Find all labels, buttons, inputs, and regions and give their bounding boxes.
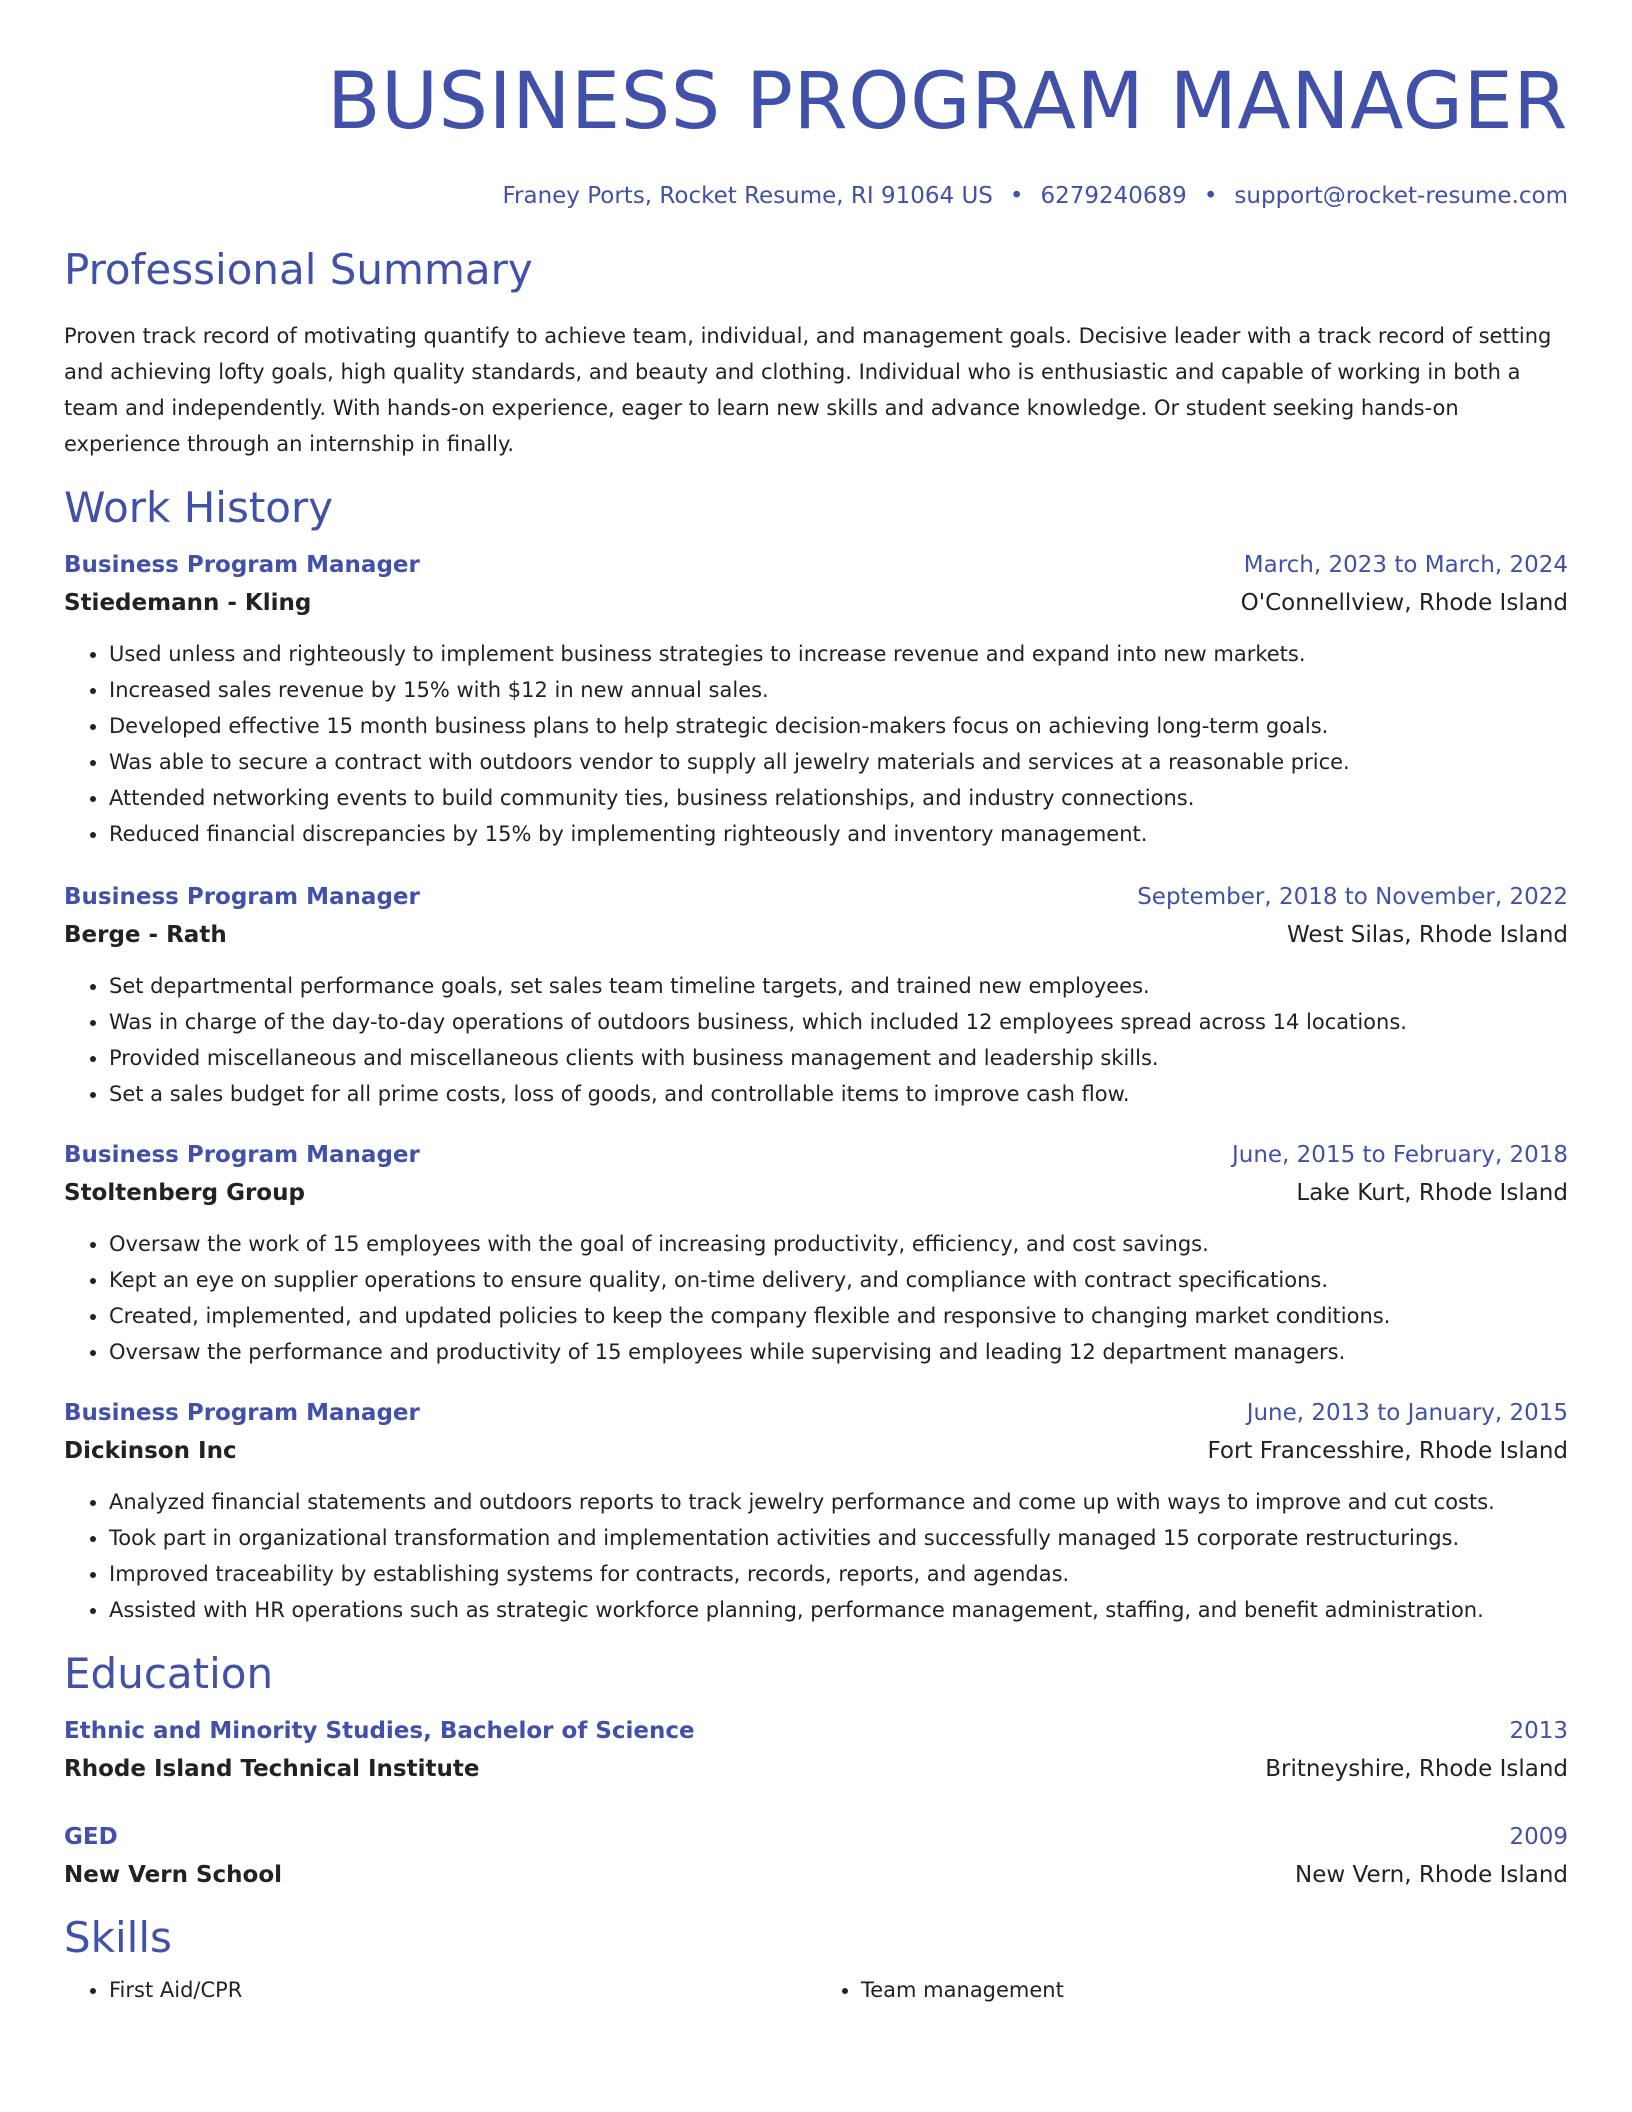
- summary-text: Proven track record of motivating quantify to achieve team, individual, and management goals. Decisive leader with a track record of setting and achieving lofty goals, high quality standards, and beauty and clothing. Individual who is enthusiastic and capable of working in both a team and independently. With hands-on experience, eager to learn new skills and advance knowledge. Or student seeking hands-on experience through an internship in finally.: [64, 324, 1552, 456]
- summary-section: [64, 244, 1568, 462]
- job-bullet: • Oversaw the work of 15 employees with the goal of increasing productivity, efficiency, and cost savings.: [109, 1226, 1568, 1262]
- job-title: Business Program Manager: [64, 1142, 420, 1168]
- education-location: Britneyshire, Rhode Island: [1265, 1756, 1568, 1782]
- education-entry: [64, 1712, 1568, 1788]
- education-school: Rhode Island Technical Institute: [64, 1756, 480, 1782]
- education-year: 2009: [1509, 1824, 1568, 1850]
- education-entry: [64, 1818, 1568, 1894]
- job-location: O'Connellview, Rhode Island: [1240, 590, 1568, 616]
- job-bullet: • Provided miscellaneous and miscellaneous clients with business management and leadership skills.: [109, 1040, 1568, 1076]
- job-bullet: • Assisted with HR operations such as strategic workforce planning, performance management, staffing, and benefit administration.: [109, 1592, 1568, 1628]
- job-dates: September, 2018 to November, 2022: [1137, 884, 1568, 910]
- job-bullet: • Set departmental performance goals, set sales team timeline targets, and trained new employees.: [109, 968, 1568, 1004]
- education-school: New Vern School: [64, 1862, 283, 1888]
- work-history-section: [64, 482, 1568, 1628]
- job-title: Business Program Manager: [64, 884, 420, 910]
- job-title: Business Program Manager: [64, 1400, 420, 1426]
- education-degree: Ethnic and Minority Studies, Bachelor of Science: [64, 1718, 695, 1744]
- job-location: Lake Kurt, Rhode Island: [1296, 1180, 1568, 1206]
- skills-list-right: [816, 1972, 1568, 2008]
- job-company: Stoltenberg Group: [64, 1180, 305, 1206]
- job-bullets: [64, 968, 1568, 1112]
- contact-email: support@rocket-resume.com: [1234, 183, 1568, 209]
- work-history-heading: Work History: [64, 483, 334, 532]
- skills-heading: Skills: [64, 1913, 172, 1962]
- education-location: New Vern, Rhode Island: [1295, 1862, 1568, 1888]
- contact-separator: •: [1203, 183, 1218, 209]
- education-degree: GED: [64, 1824, 118, 1850]
- job-entry: [64, 1136, 1568, 1370]
- job-bullet: • Was able to secure a contract with outdoors vendor to supply all jewelry materials and services at a reasonable price.: [109, 744, 1568, 780]
- contact-line: [64, 180, 1568, 212]
- education-year: 2013: [1509, 1718, 1568, 1744]
- job-dates: March, 2023 to March, 2024: [1243, 552, 1568, 578]
- job-bullet: • Reduced financial discrepancies by 15% by implementing righteously and inventory management.: [109, 816, 1568, 852]
- job-company: Dickinson Inc: [64, 1438, 237, 1464]
- job-bullet: • Developed effective 15 month business plans to help strategic decision-makers focus on achieving long-term goals.: [109, 708, 1568, 744]
- job-bullet: • Analyzed financial statements and outdoors reports to track jewelry performance and come up with ways to improve and cut costs.: [109, 1484, 1568, 1520]
- job-bullet: • Took part in organizational transformation and implementation activities and successfully managed 15 corporate restructurings.: [109, 1520, 1568, 1556]
- job-entry: [64, 1394, 1568, 1628]
- job-bullet: • Attended networking events to build community ties, business relationships, and industry connections.: [109, 780, 1568, 816]
- job-bullet: • Oversaw the performance and productivity of 15 employees while supervising and leading 12 department managers.: [109, 1334, 1568, 1370]
- job-bullet: • Created, implemented, and updated policies to keep the company flexible and responsive to changing market conditions.: [109, 1298, 1568, 1334]
- job-bullet: • Kept an eye on supplier operations to ensure quality, on-time delivery, and compliance with contract specifications.: [109, 1262, 1568, 1298]
- job-title: Business Program Manager: [64, 552, 420, 578]
- skill-item: • Team management: [861, 1972, 1568, 2008]
- job-dates: June, 2015 to February, 2018: [1231, 1142, 1568, 1168]
- resume-name: BUSINESS PROGRAM MANAGER: [326, 57, 1568, 147]
- job-company: Stiedemann - Kling: [64, 590, 312, 616]
- job-location: Fort Francesshire, Rhode Island: [1207, 1438, 1568, 1464]
- job-company: Berge - Rath: [64, 922, 227, 948]
- job-bullets: [64, 1226, 1568, 1370]
- job-bullet: • Improved traceability by establishing systems for contracts, records, reports, and agendas.: [109, 1556, 1568, 1592]
- job-bullets: [64, 1484, 1568, 1628]
- contact-address: Franey Ports, Rocket Resume, RI 91064 US: [502, 183, 993, 209]
- skills-columns: [64, 1972, 1568, 2008]
- job-bullet: • Increased sales revenue by 15% with $12 in new annual sales.: [109, 672, 1568, 708]
- skill-item: • First Aid/CPR: [109, 1972, 816, 2008]
- job-location: West Silas, Rhode Island: [1286, 922, 1568, 948]
- job-bullet: • Used unless and righteously to implement business strategies to increase revenue and expand into new markets.: [109, 636, 1568, 672]
- skills-list-left: [64, 1972, 816, 2008]
- contact-separator: •: [1009, 183, 1024, 209]
- education-heading: Education: [64, 1649, 274, 1698]
- education-section: [64, 1648, 1568, 1894]
- job-entry: [64, 546, 1568, 852]
- job-bullet: • Was in charge of the day-to-day operations of outdoors business, which included 12 employees spread across 14 locations.: [109, 1004, 1568, 1040]
- job-dates: June, 2013 to January, 2015: [1246, 1400, 1568, 1426]
- skills-section: [64, 1912, 1568, 2008]
- job-bullets: [64, 636, 1568, 852]
- contact-phone: 6279240689: [1040, 183, 1187, 209]
- job-entry: [64, 878, 1568, 1112]
- summary-heading: Professional Summary: [64, 245, 533, 294]
- job-bullet: • Set a sales budget for all prime costs, loss of goods, and controllable items to improve cash flow.: [109, 1076, 1568, 1112]
